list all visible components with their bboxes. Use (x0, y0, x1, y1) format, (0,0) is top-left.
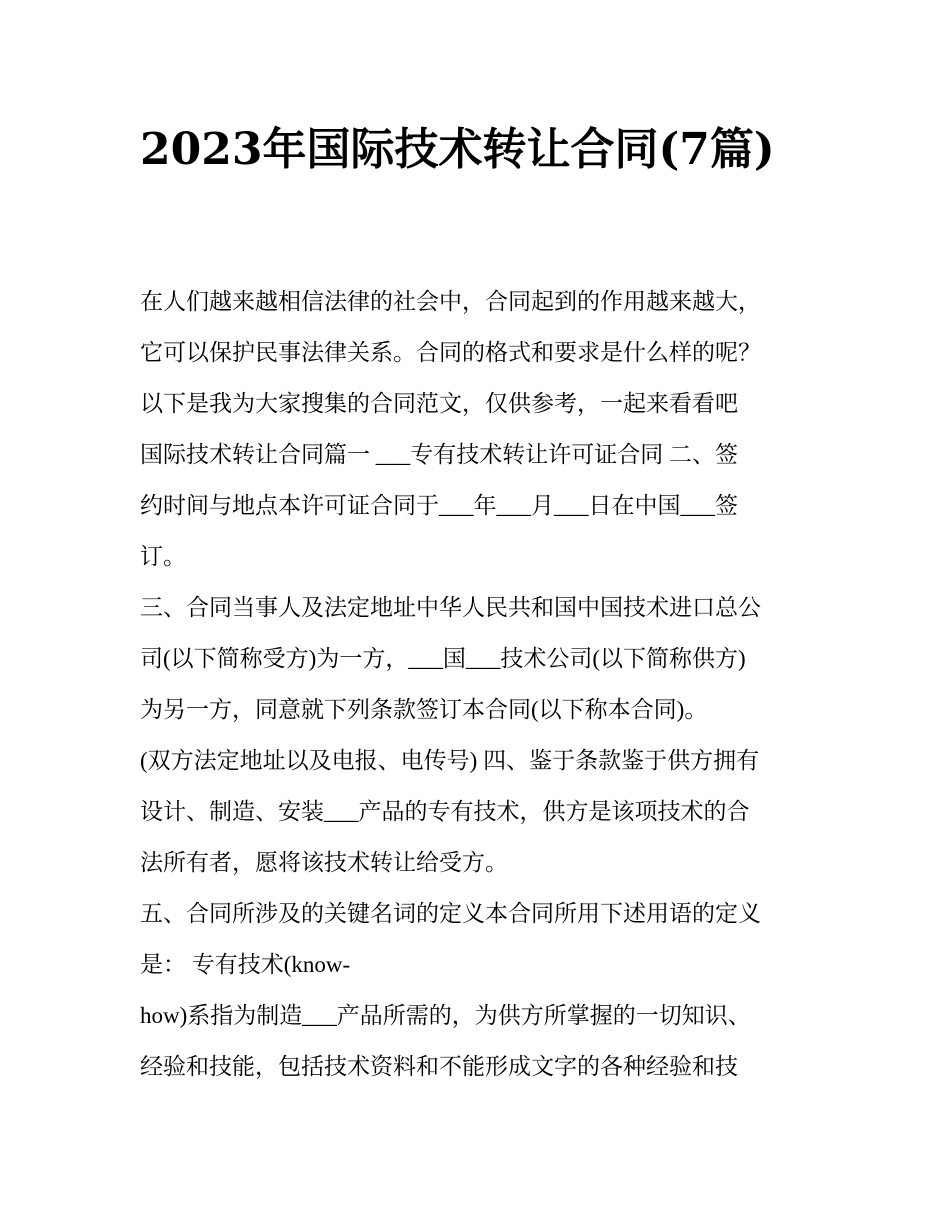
body-line: how)系指为制造___产品所需的，为供方所掌握的一切知识、 (140, 1003, 751, 1028)
body-line: 它可以保护民事法律关系。合同的格式和要求是什么样的呢？ (140, 340, 761, 365)
body-line: 经验和技能，包括技术资料和不能形成文字的各种经验和技 (140, 1054, 738, 1079)
body-line: 国际技术转让合同篇一 ___专有技术转让许可证合同 二、签 (140, 442, 738, 467)
body-line: 以下是我为大家搜集的合同范文，仅供参考，一起来看看吧 (140, 391, 738, 416)
body-line: 三、合同当事人及法定地址中华人民共和国中国技术进口总公 (140, 595, 761, 620)
body-line: 为另一方，同意就下列条款签订本合同(以下称本合同)。 (140, 697, 708, 722)
body-line: 设计、制造、安装___产品的专有技术，供方是该项技术的合 (140, 799, 750, 824)
body-line: 是： 专有技术(know- (140, 952, 351, 977)
document-title: 2023年国际技术转让合同(7篇) (140, 124, 775, 175)
body-line: 法所有者，愿将该技术转让给受方。 (140, 850, 508, 875)
body-line: 在人们越来越相信法律的社会中，合同起到的作用越来越大， (140, 289, 761, 314)
body-line: 司(以下简称受方)为一方，___国___技术公司(以下简称供方) (140, 646, 746, 671)
body-line: 约时间与地点本许可证合同于___年___月___日在中国___签 (140, 493, 738, 518)
body-line: 五、合同所涉及的关键名词的定义本合同所用下述用语的定义 (140, 901, 761, 926)
body-line: 订。 (140, 544, 186, 569)
body-line: (双方法定地址以及电报、电传号) 四、鉴于条款鉴于供方拥有 (140, 748, 760, 773)
document-body (140, 276, 816, 1092)
